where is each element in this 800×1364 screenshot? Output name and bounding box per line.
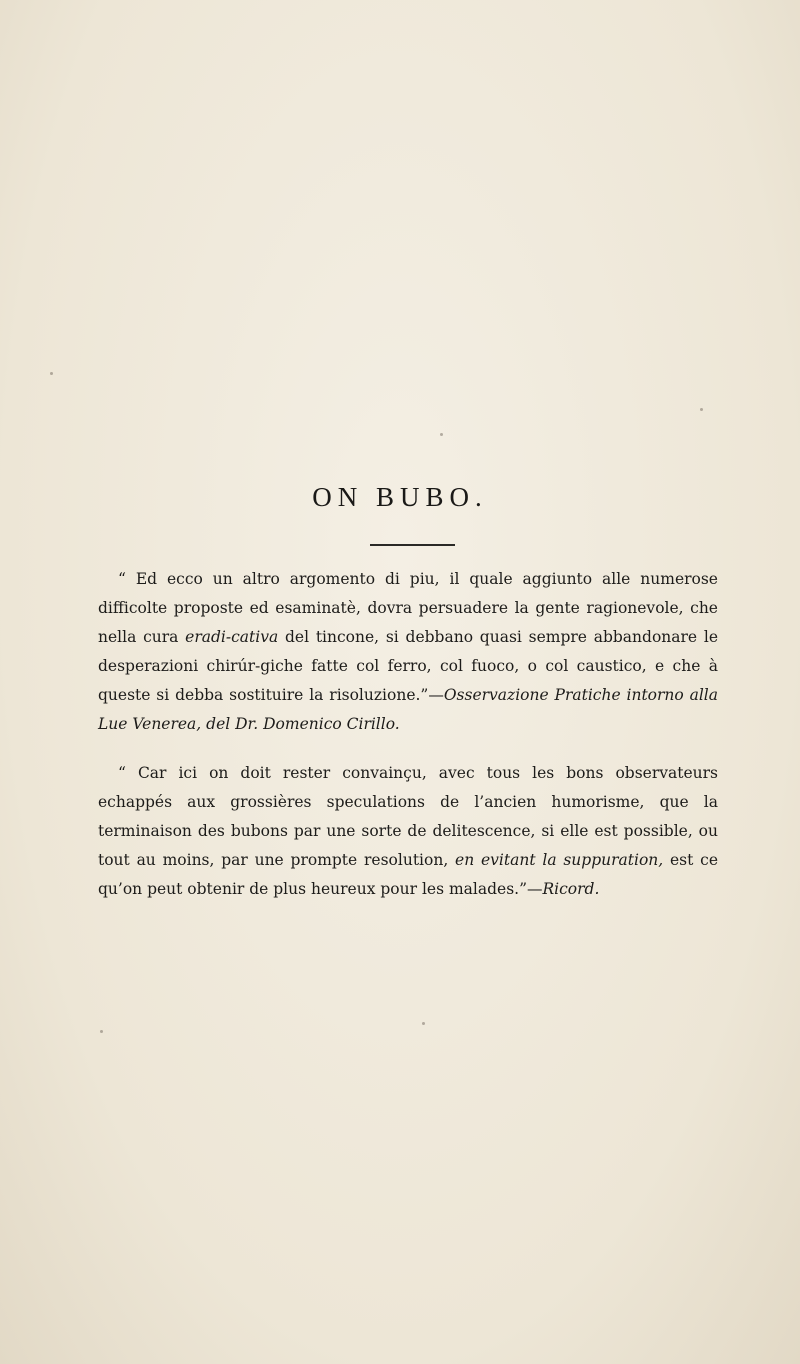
page-title: ON BUBO. [312,482,488,512]
paper-speck [50,372,53,375]
french-epigraph [98,759,718,904]
paper-speck [700,408,703,411]
epigraph-emphasis: eradi-cativa [185,628,279,646]
title-divider [370,544,455,546]
paper-speck [440,433,443,436]
epigraph-source: Osservazione Pratiche intorno alla Lue Venerea, del Dr. Domenico Cirillo. [98,686,719,733]
epigraph-emphasis: en evitant la suppuration, [455,851,664,869]
epigraph-text-continued: est ce qu’on peut obtenir de plus heureux pour les malades.”— [98,851,719,898]
epigraph-source: Ricord. [542,880,600,898]
epigraph-text: “ Ed ecco un altro argomento di piu, il quale aggiunto alle numerose difficolte proposte ed esaminatè, dovra persuadere la gente ragionevole, che nella cura [98,570,718,646]
epigraph-text-continued: del tincone, si debbano quasi sempre abbandonare le desperazioni chirúr-giche fatte col ferro, col fuoco, o col caustico, e che à queste si debba sostituire la risoluzione.”— [98,628,718,704]
epigraph-text: “ Car ici on doit rester convainçu, avec tous les bons observateurs echappés aux grossières speculations de l’ancien humorisme, que la terminaison des bubons par une sorte de delitescence, si elle est possible, ou tout au moins, par une prompte resolution, [98,764,718,869]
paper-speck [422,1022,425,1025]
italian-epigraph [98,565,718,739]
paper-speck [100,1030,103,1033]
